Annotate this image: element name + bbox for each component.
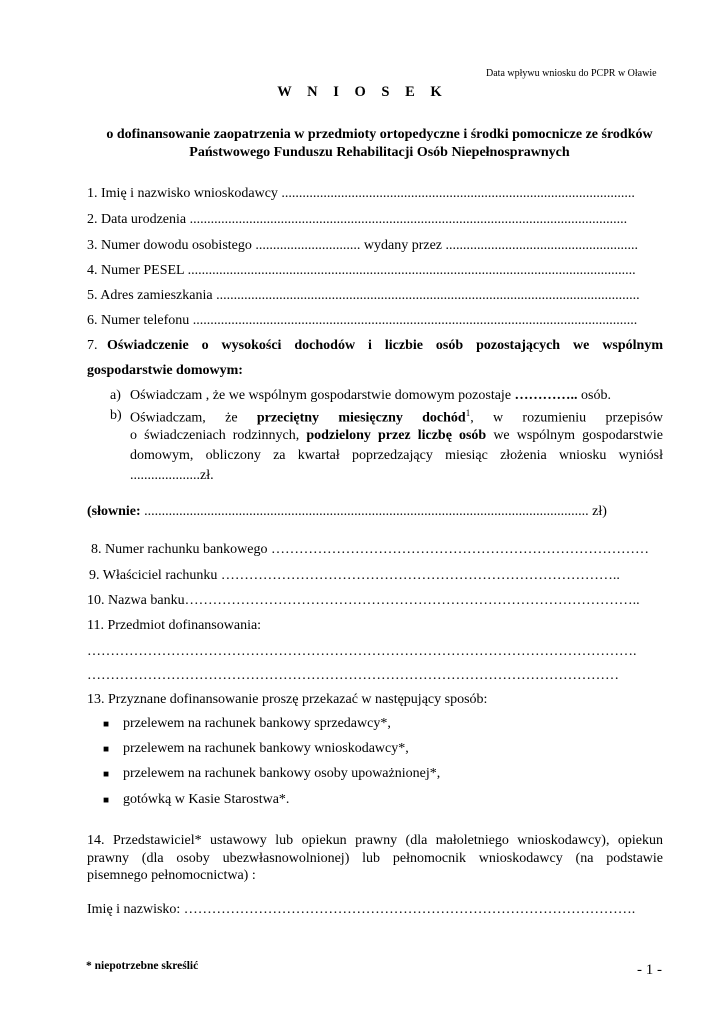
section-7-heading-cont: gospodarstwie domowym: <box>87 363 243 378</box>
declaration-b-label: b) <box>110 408 122 423</box>
field-subject: 11. Przedmiot dofinansowania: <box>87 618 262 633</box>
payment-option-authorized: przelewem na rachunek bankowy osoby upoważnionej*, <box>123 766 441 781</box>
bullet-icon: ■ <box>103 795 110 806</box>
field-birth-date: 2. Data urodzenia ............................................................................................................................. <box>87 212 628 227</box>
page-number: - 1 - <box>637 962 662 978</box>
form-title: W N I O S E K <box>277 84 448 100</box>
field-applicant-name: 1. Imię i nazwisko wnioskodawcy ..................................................................................................... <box>87 186 635 201</box>
payment-intro: 13. Przyznane dofinansowanie proszę przekazać w następujący sposób: <box>87 692 488 707</box>
declaration-b-line-3: domowym, obliczony za kwartał poprzedzający miesiąc złożenia wniosku wyniósł <box>130 448 663 463</box>
declaration-b-line-1: Oświadczam, że przeciętny miesięczny dochód$^1$, w rozumieniu przepisów <box>130 408 664 426</box>
receipt-date-note: Data wpływu wniosku do PCPR w Oławie <box>486 68 657 79</box>
amount-in-words: (słownie: ............................................................................................................................... zł) <box>87 504 607 519</box>
field-bank-account: 8. Numer rachunku bankowego ……………………………………………………………………… <box>91 542 650 557</box>
representative-line-2: prawny (dla osoby ubezwłasnowolnionej) lub pełnomocnik wnioskodawcy (na podstawie <box>87 851 663 866</box>
field-id-number: 3. Numer dowodu osobistego .............................. wydany przez ....................................................... <box>87 238 639 253</box>
subject-line-2: …………………………………………………………………………………………………… <box>87 668 619 683</box>
bullet-icon: ■ <box>103 769 110 780</box>
form-subtitle: o dofinansowanie zaopatrzenia w przedmioty ortopedyczne i środki pomocnicze ze środków Państwowego Funduszu Rehabilitacji Osób Niepełnosprawnych <box>106 127 653 160</box>
declaration-a-text: Oświadczam , że we wspólnym gospodarstwie domowym pozostaje ………….. osób. <box>130 388 611 403</box>
section-7-number: 7. <box>87 338 98 353</box>
declaration-b-line-2: o świadczeniach rodzinnych, podzielony przez liczbę osób we wspólnym gospodarstwie <box>130 428 664 443</box>
field-bank-name: 10. Nazwa banku…………………………………………………………………………………….. <box>87 593 640 608</box>
field-address: 5. Adres zamieszkania ......................................................................................................................... <box>87 288 640 303</box>
subject-line-1: ………………………………………………………………………………………………………. <box>87 644 637 659</box>
representative-line-1: 14. Przedstawiciel* ustawowy lub opiekun prawny (dla małoletniego wnioskodawcy), opiekun <box>87 833 663 848</box>
footnote: * niepotrzebne skreślić <box>86 960 199 972</box>
field-representative-name: Imię i nazwisko: ……………………………………………………………………………………. <box>87 902 636 917</box>
declaration-b-line-4: ....................zł. <box>130 468 214 483</box>
declaration-a-label: a) <box>110 388 121 403</box>
payment-option-applicant: przelewem na rachunek bankowy wnioskodawcy*, <box>123 741 409 756</box>
field-phone: 6. Numer telefonu ............................................................................................................................... <box>87 313 638 328</box>
bullet-icon: ■ <box>103 719 110 730</box>
payment-option-cash: gotówką w Kasie Starostwa*. <box>123 792 290 807</box>
representative-line-3: pisemnego pełnomocnictwa) : <box>87 868 256 883</box>
field-pesel: 4. Numer PESEL ................................................................................................................................ <box>87 263 636 278</box>
bullet-icon: ■ <box>103 744 110 755</box>
payment-option-seller: przelewem na rachunek bankowy sprzedawcy*, <box>123 716 391 731</box>
section-7-heading: Oświadczenie o wysokości dochodów i liczbie osób pozostających we wspólnym <box>107 338 663 353</box>
field-account-owner: 9. Właściciel rachunku ………………………………………………………………………….. <box>89 568 620 583</box>
